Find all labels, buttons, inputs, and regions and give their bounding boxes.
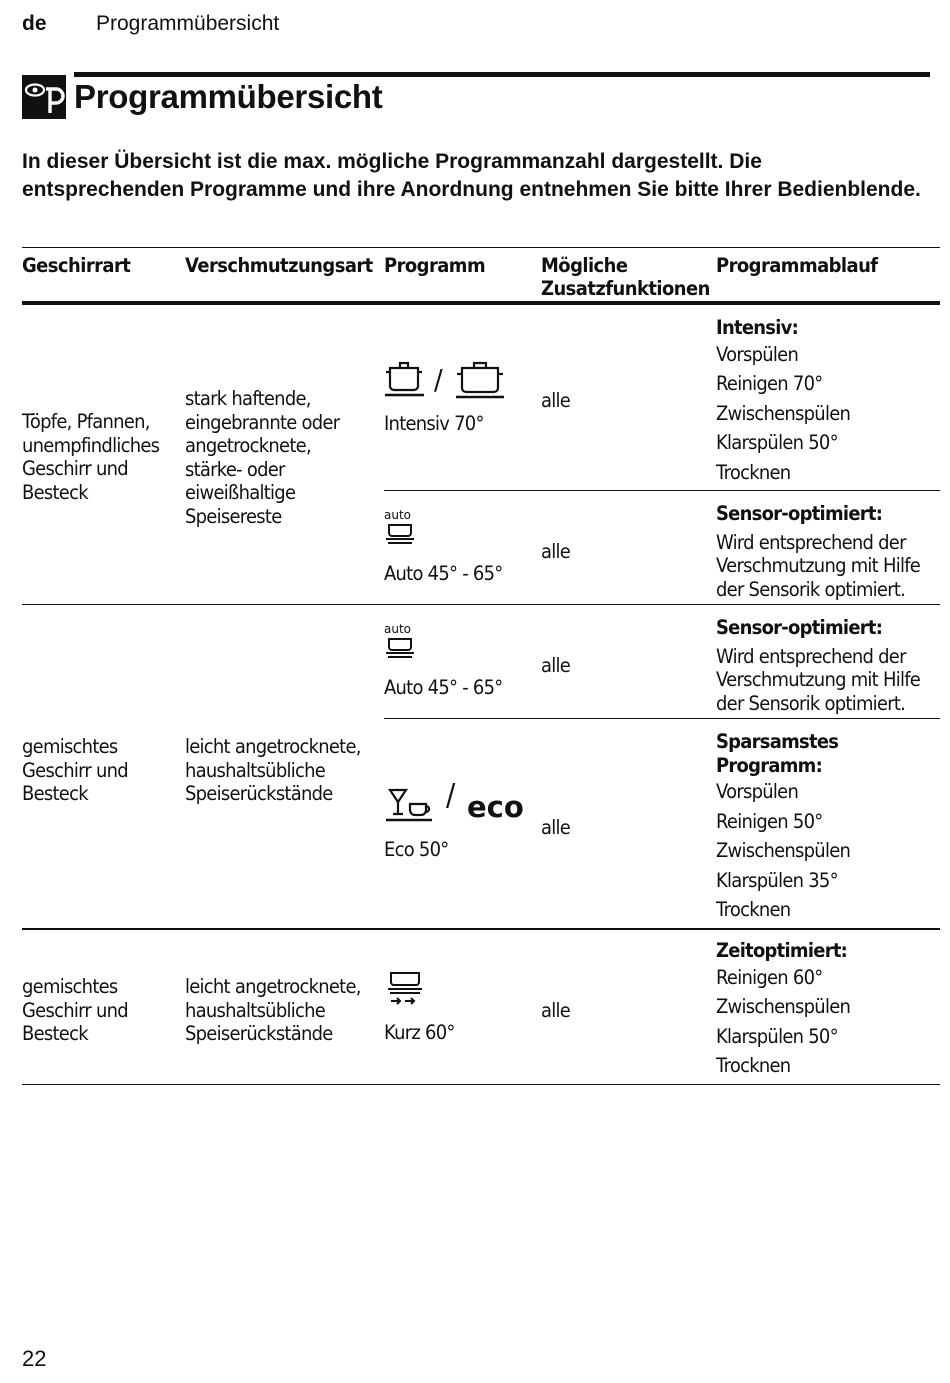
- zusatzfunktionen-value: alle: [541, 816, 571, 839]
- zusatzfunktionen-value: alle: [541, 540, 571, 563]
- group-divider: [22, 928, 940, 930]
- group3-verschmutzungsart: leicht angetrocknete, haushaltsübliche Speiserückstände: [185, 975, 361, 1045]
- table-bottom-rule: [22, 1084, 940, 1085]
- intro-paragraph: In dieser Übersicht ist die max. mögliche Programmanzahl dargestellt. Die entsprechenden Programme und ihre Anordnung entnehmen Sie bitte Ihrer Bedienblende.: [22, 150, 921, 201]
- program-name: Auto 45° - 65°: [384, 562, 503, 585]
- page-title: Programmübersicht: [74, 78, 383, 115]
- group2-geschirrart: gemischtes Geschirr und Besteck: [22, 735, 128, 805]
- programmablauf-eco: Sparsamstes Programm: Vorspülen Reinigen 50° Zwischenspülen Klarspülen 35° Trocknen: [716, 730, 851, 922]
- eco-label: eco: [467, 790, 524, 824]
- column-header-geschirrart: Geschirrart: [22, 254, 131, 277]
- program-name: Kurz 60°: [384, 1021, 455, 1044]
- title-rule: [74, 72, 930, 77]
- column-header-verschmutzungsart: Verschmutzungsart: [185, 254, 373, 277]
- table-top-rule: [22, 247, 940, 248]
- column-header-programm: Programm: [384, 254, 486, 277]
- eco-glass-cup-icon: [384, 786, 438, 835]
- column-header-programmablauf: Programmablauf: [716, 254, 878, 277]
- group1-geschirrart: Töpfe, Pfannen, unempfindliches Geschirr und Besteck: [22, 410, 160, 504]
- header-language: de: [22, 12, 47, 35]
- program-name: Intensiv 70°: [384, 412, 484, 435]
- intensive-pot-icon: [384, 358, 514, 407]
- group2-verschmutzungsart: leicht angetrocknete, haushaltsübliche Speiserückstände: [185, 735, 361, 805]
- program-overview-icon: [22, 75, 66, 119]
- auto-program-icon: auto: [384, 508, 418, 549]
- program-name: Auto 45° - 65°: [384, 676, 503, 699]
- programmablauf-intensiv: Intensiv: Vorspülen Reinigen 70° Zwischenspülen Klarspülen 50° Trocknen: [716, 316, 851, 484]
- table-header-rule: [22, 301, 940, 305]
- programmablauf-sensor: Sensor-optimiert: Wird entsprechend der Verschmutzung mit Hilfe der Sensorik optimiert.: [716, 616, 921, 715]
- zusatzfunktionen-value: alle: [541, 389, 571, 412]
- program-name: Eco 50°: [384, 838, 449, 861]
- group3-geschirrart: gemischtes Geschirr und Besteck: [22, 975, 128, 1045]
- group1-verschmutzungsart: stark haftende, eingebrannte oder angetrocknete, stärke- oder eiweißhaltige Speisereste: [185, 387, 340, 528]
- row-divider: [384, 490, 940, 491]
- program-separator: /: [446, 778, 455, 813]
- zusatzfunktionen-value: alle: [541, 999, 571, 1022]
- auto-program-icon: auto: [384, 622, 418, 663]
- group-divider: [22, 604, 940, 605]
- row-divider: [384, 718, 940, 719]
- header-section-title: Programmübersicht: [96, 12, 280, 35]
- zusatzfunktionen-value: alle: [541, 654, 571, 677]
- program-separator: /: [434, 363, 442, 396]
- programmablauf-kurz: Zeitoptimiert: Reinigen 60° Zwischenspülen Klarspülen 50° Trocknen: [716, 939, 851, 1078]
- quick-program-icon: [386, 970, 426, 1015]
- column-header-zusatzfunktionen: Mögliche Zusatzfunktionen: [541, 254, 710, 300]
- page-number: 22: [22, 1346, 47, 1371]
- programmablauf-sensor: Sensor-optimiert: Wird entsprechend der Verschmutzung mit Hilfe der Sensorik optimiert.: [716, 502, 921, 601]
